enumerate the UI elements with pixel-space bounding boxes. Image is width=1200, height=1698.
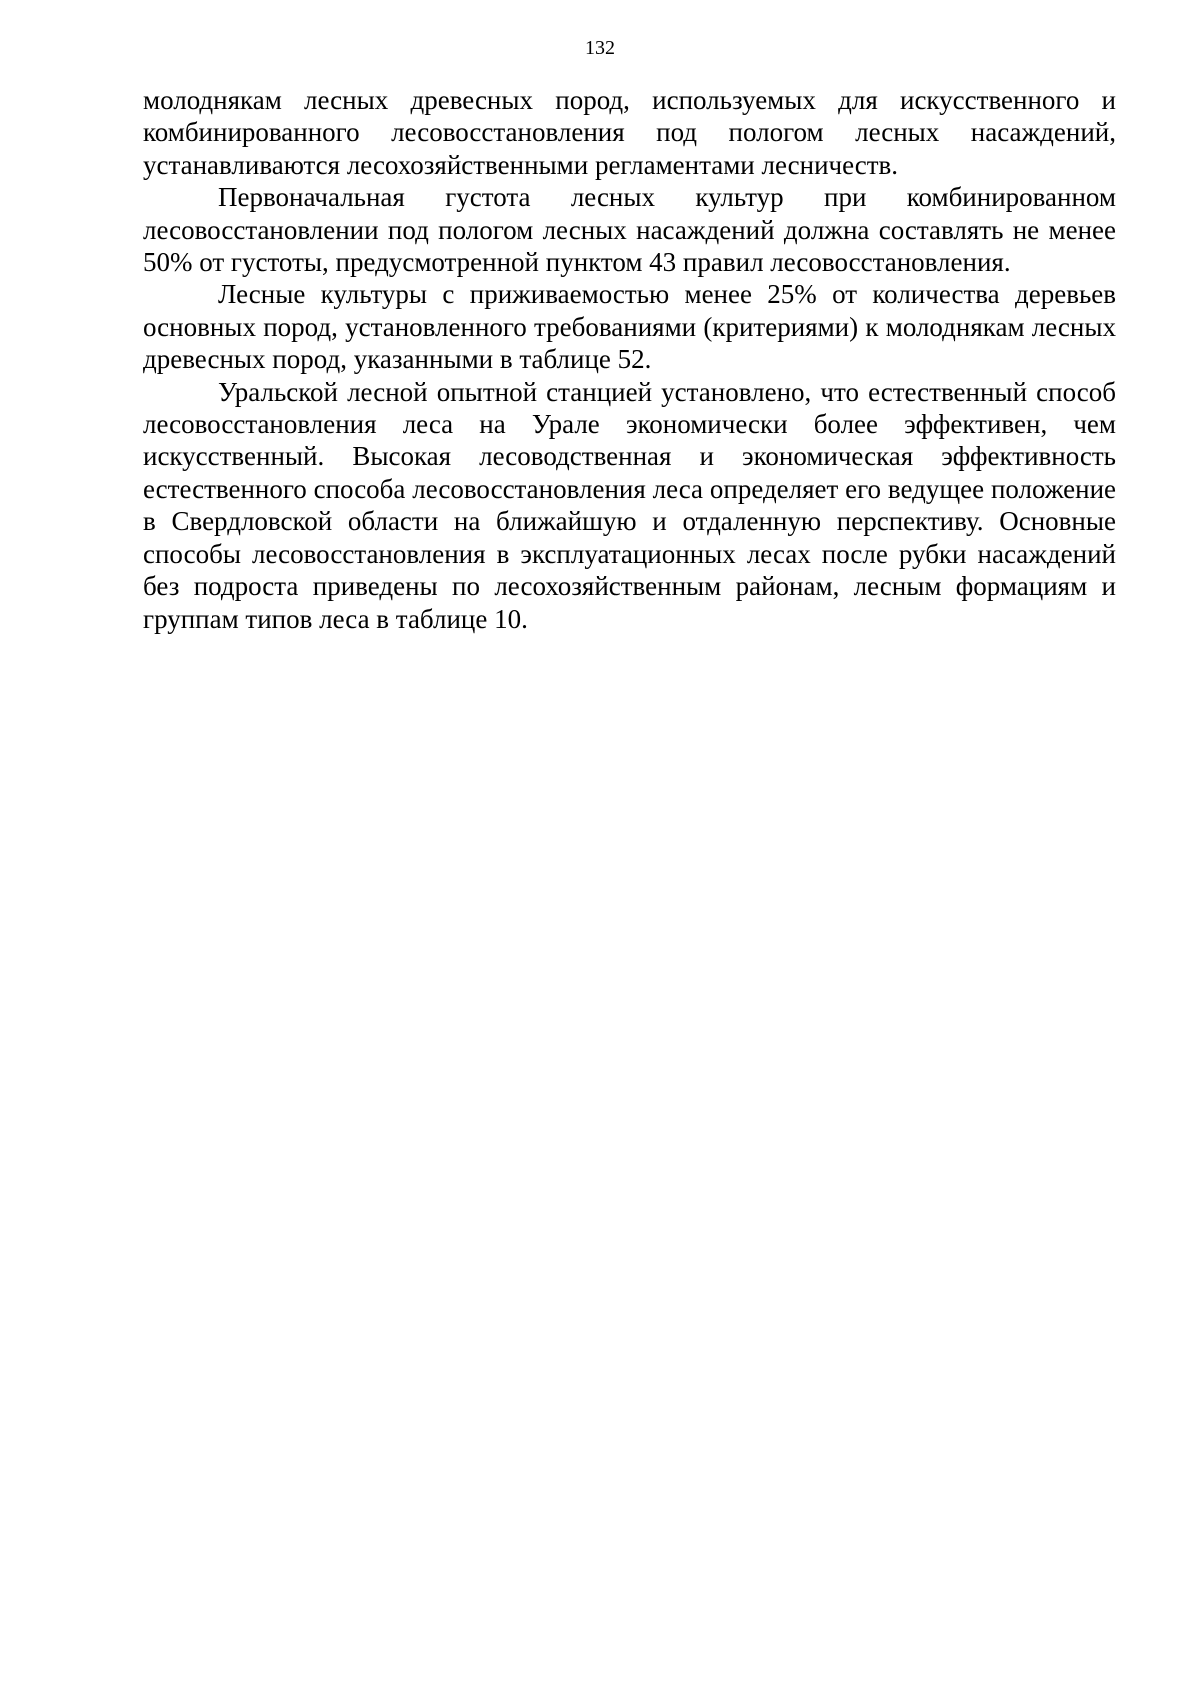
page-number: 132 xyxy=(585,37,615,59)
paragraph: Первоначальная густота лесных культур при комбинированном лесовосстановлении под пологом лесных насаждений должна составлять не менее 50% от густоты, предусмотренной пунктом 43 правил лесовосстановления. xyxy=(143,182,1116,278)
paragraph: молоднякам лесных древесных пород, используемых для искусственного и комбинированного лесовосстановления под пологом лесных насаждений, устанавливаются лесохозяйственными регламентами лесничеств. xyxy=(143,85,1116,180)
paragraph: Лесные культуры с приживаемостью менее 25% от количества деревьев основных пород, установленного требованиями (критериями) к молоднякам лесных древесных пород, указанными в таблице 52. xyxy=(143,279,1116,375)
paragraph: Уральской лесной опытной станцией установлено, что естественный способ лесовосстановления леса на Урале экономически более эффективен, чем искусственный. Высокая лесоводственная и экономическая эффективность естественного способа лесовосстановления леса определяет его ведущее положение в Свердловской области на ближайшую и отдаленную перспективу. Основные способы лесовосстановления в эксплуатационных лесах после рубки насаждений без подроста приведены по лесохозяйственным районам, лесным формациям и группам типов леса в таблице 10. xyxy=(143,376,1116,634)
document-body xyxy=(143,84,1116,635)
